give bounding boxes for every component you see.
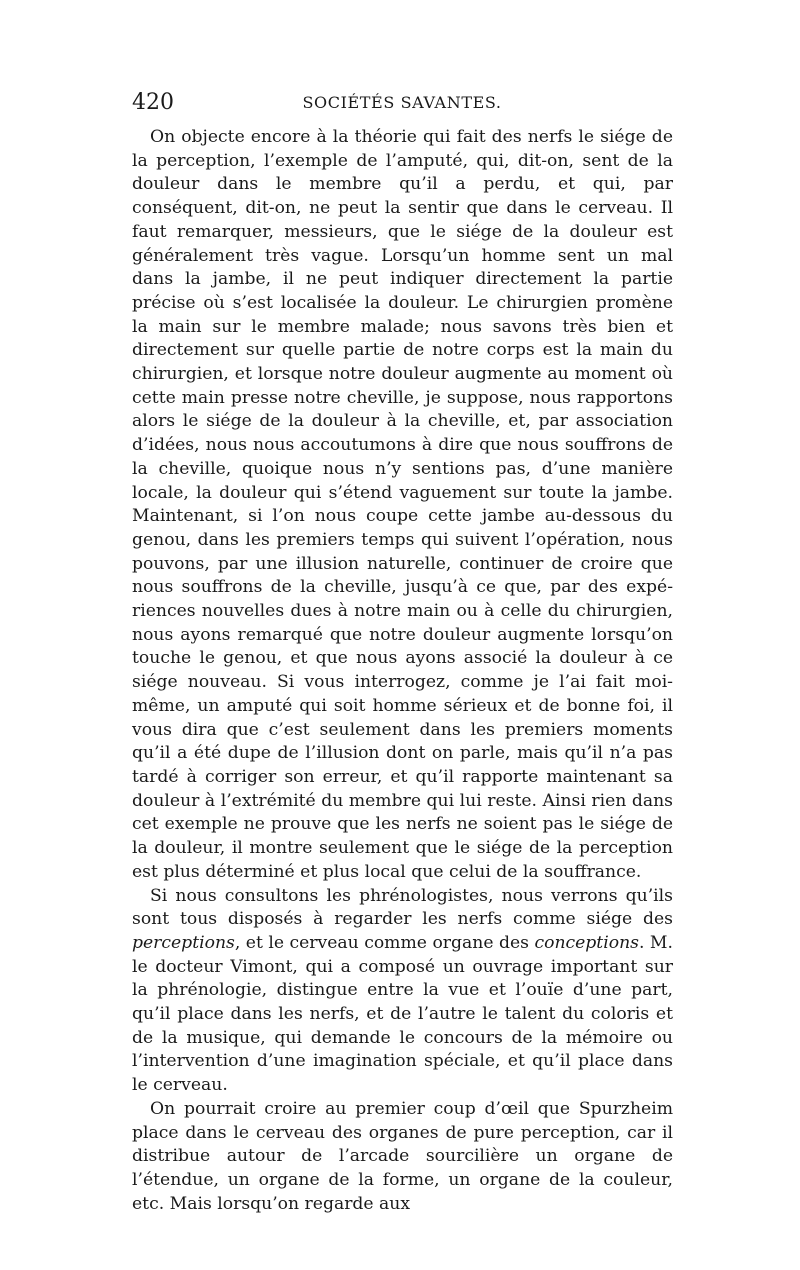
running-head: SOCIÉTÉS SAVANTES.	[302, 93, 502, 112]
page-number: 420	[132, 90, 174, 115]
body-text	[132, 126, 673, 1216]
paragraph-text: . M. le docteur Vimont, qui a composé un ouvrage important sur la phrénologie, distingue entre la vue et l’ouïe d’une part, qu’il place dans les nerfs, et de l’autre le talent du coloris et de la musique, qui demande le concours de la mémoire ou l’intervention d’une imagination spéciale, et qu’il place dans le cerveau.	[132, 932, 673, 1096]
paragraph-text: , et le cerveau comme organe des	[234, 932, 535, 953]
italic-term-perceptions: perceptions	[132, 932, 235, 953]
paragraph-amputee: On objecte encore à la théorie qui fait des nerfs le siége de la perception, l’exemple de l’amputé, qui, dit-on, sent de la douleur dans le membre qu’il a perdu, et qui, par conséquent, dit-on, ne peut la sentir que dans le cerveau. Il faut remarquer, messieurs, que le siége de la douleur est généralement très vague. Lorsqu’un homme sent un mal dans la jambe, il ne peut indiquer directement la partie précise où s’est localisée la douleur. Le chirurgien promène la main sur le membre malade; nous savons très bien et directement sur quelle partie de notre corps est la main du chirurgien, et lorsque notre douleur augmente au moment où cette main presse notre cheville, je suppose, nous rapportons alors le siége de la douleur à la cheville, et, par association d’idées, nous nous accoutumons à dire que nous souffrons de la cheville, quoique nous n’y sentions pas, d’une manière locale, la douleur qui s’étend vaguement sur toute la jambe. Maintenant, si l’on nous coupe cette jambe au-dessous du genou, dans les premiers temps qui suivent l’opération, nous pouvons, par une illusion naturelle, continuer de croire que nous souffrons de la cheville, jusqu’à ce que, par des expériences nouvelles dues à notre main ou à celle du chirurgien, nous ayons remarqué que notre douleur augmente lorsqu’on touche le genou, et que nous ayons associé la douleur à ce siége nouveau. Si vous interrogez, comme je l’ai fait moi-même, un amputé qui soit homme sérieux et de bonne foi, il vous dira que c’est seulement dans les premiers moments qu’il a été dupe de l’illusion dont on parle, mais qu’il n’a pas tardé à corriger son erreur, et qu’il rapporte maintenant sa douleur à l’extrémité du membre qui lui reste. Ainsi rien dans cet exemple ne prouve que les nerfs ne soient pas le siége de la douleur, il montre seulement que le siége de la perception est plus déterminé et plus local que celui de la souffrance.	[132, 127, 673, 882]
italic-term-conceptions: conceptions	[534, 932, 639, 953]
paragraph-spurzheim: On pourrait croire au premier coup d’œil que Spurzheim place dans le cerveau des organes de pure perception, car il distribue autour de l’arcade sourcilière un organe de l’étendue, un organe de la forme, un organe de la couleur, etc. Mais lorsqu’on regarde aux	[132, 1098, 673, 1214]
page-header	[132, 88, 672, 118]
paragraph-phrenologists	[132, 885, 673, 1098]
paragraph-text: Si nous consultons les phrénologistes, nous verrons qu’ils sont tous disposés à regarder les nerfs comme siége des	[132, 885, 673, 930]
